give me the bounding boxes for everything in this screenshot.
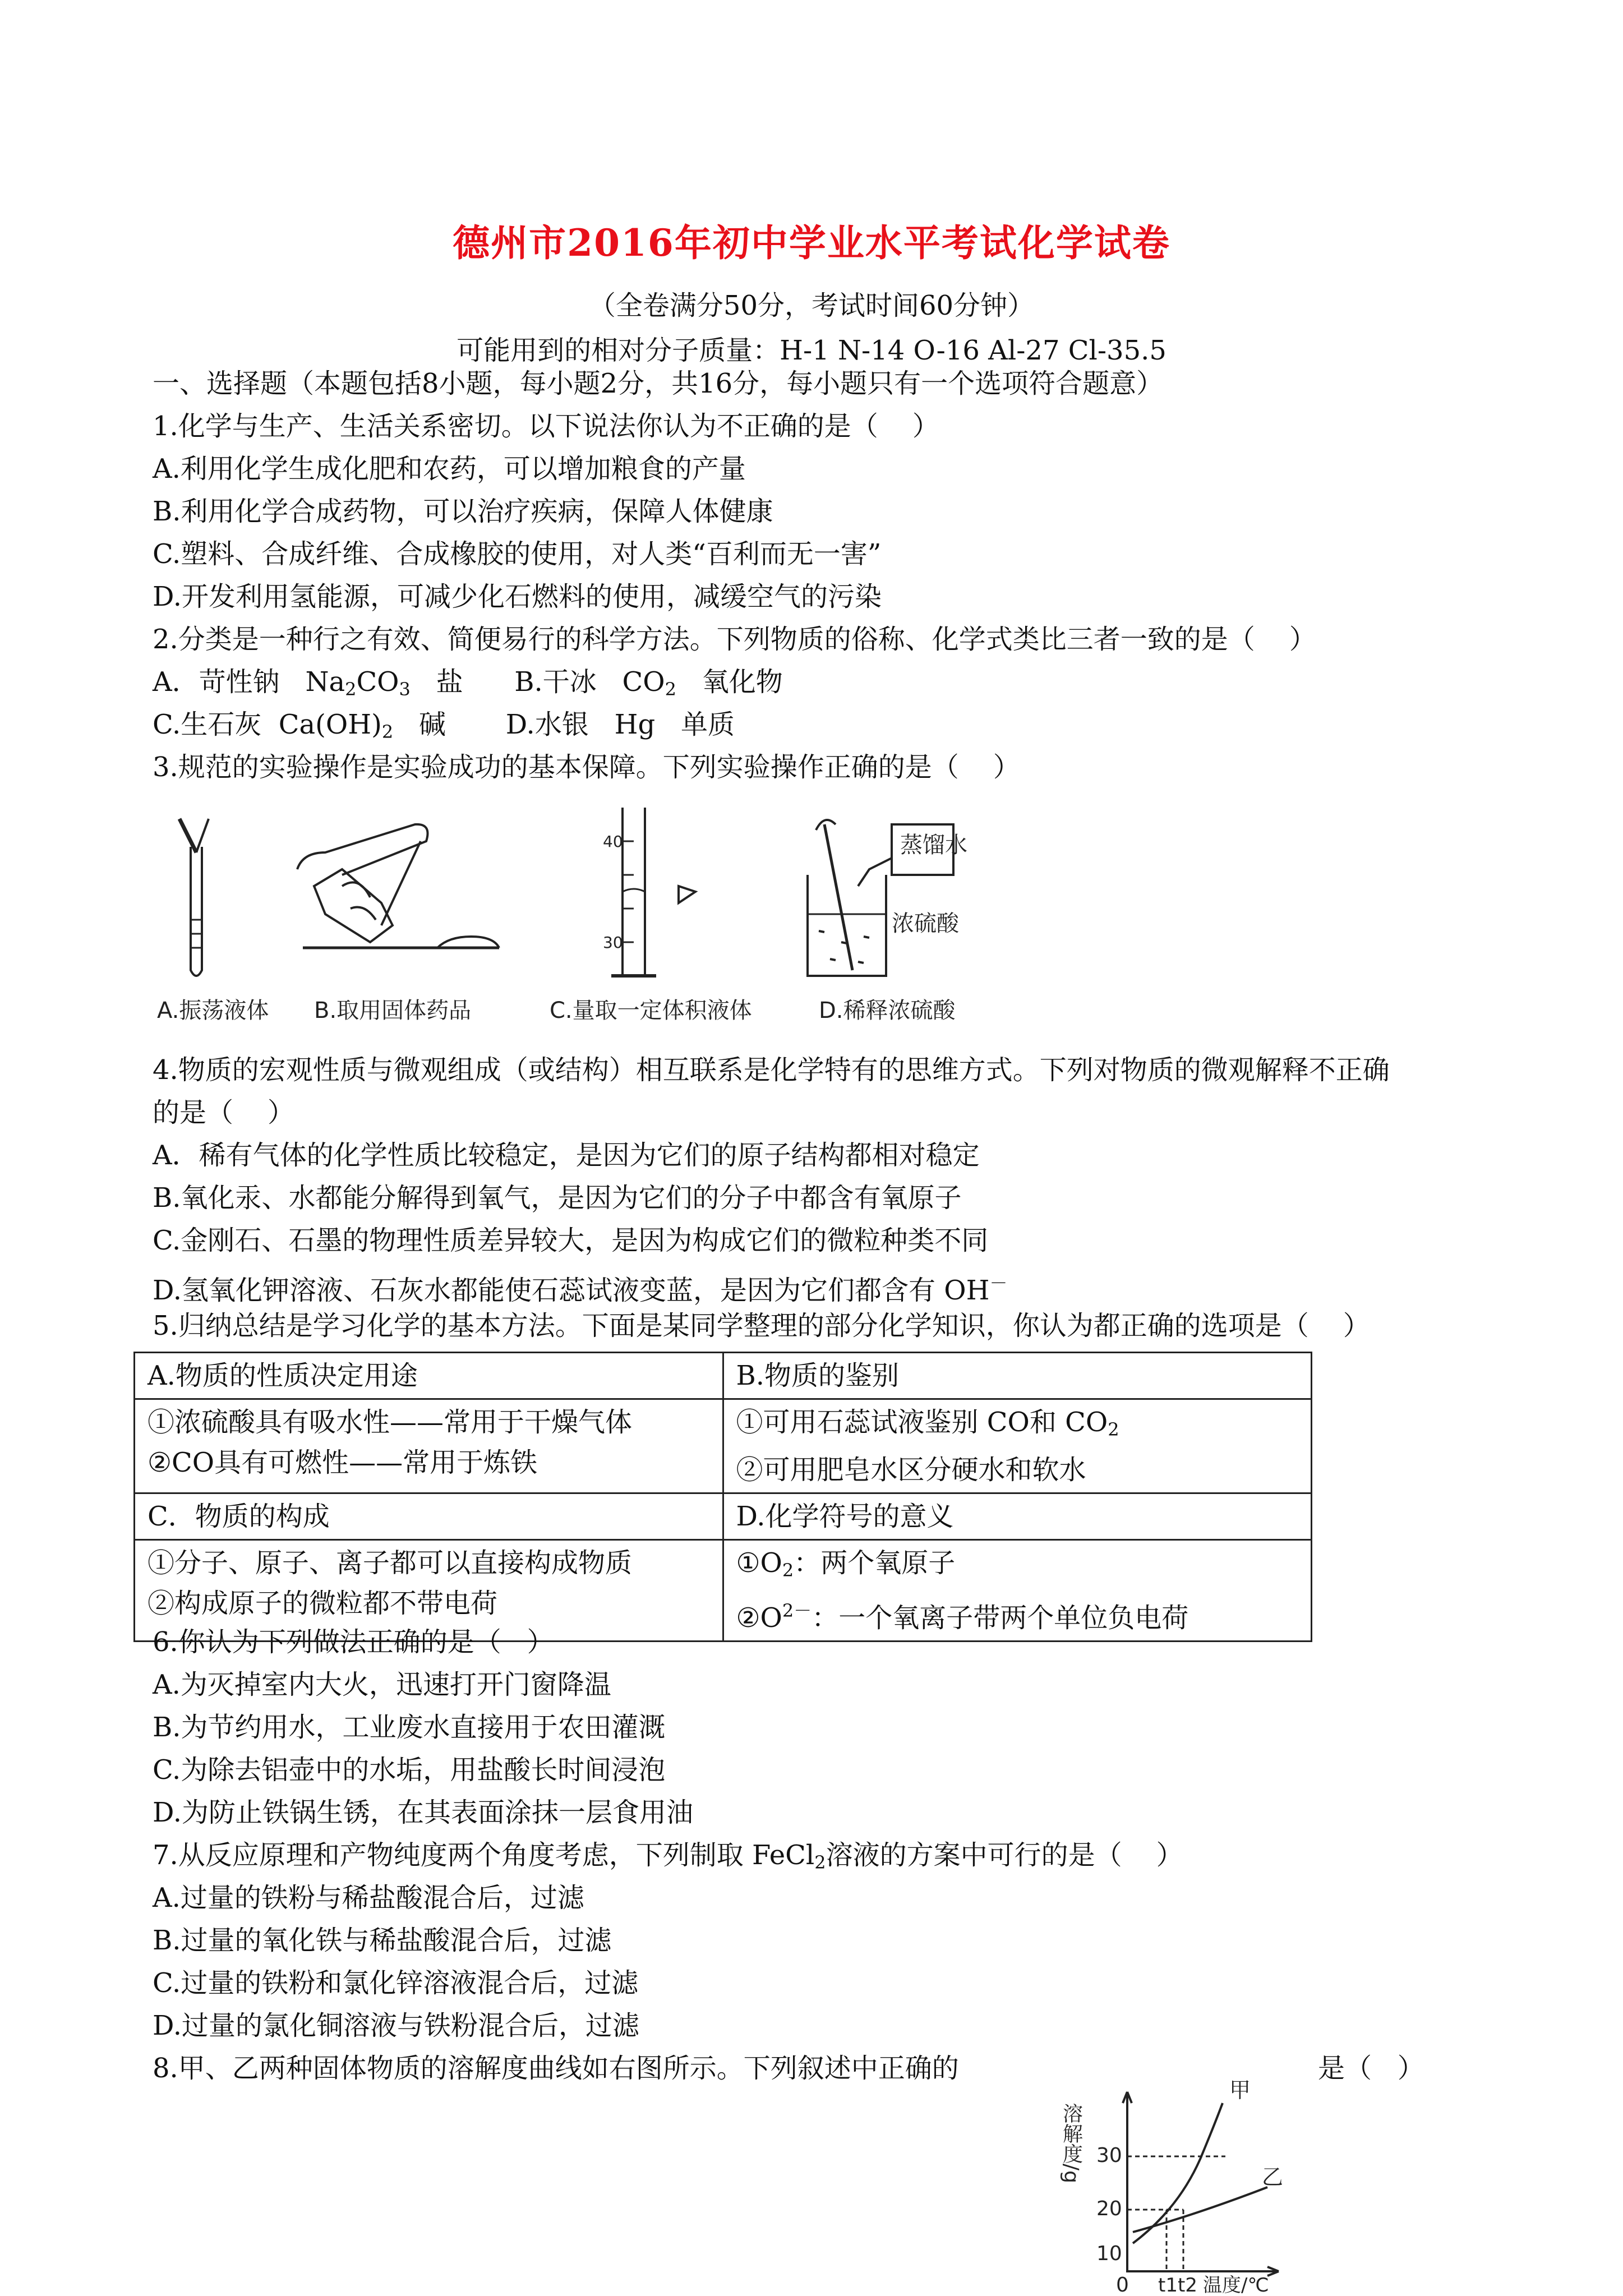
q5-a-head: A.物质的性质决定用途 (135, 1353, 723, 1399)
y-tick-10: 10 (1096, 2242, 1122, 2265)
question-4-option-d: D.氢氧化钾溶液、石灰水都能使石蕊试液变蓝，是因为它们都含有 OH－ (153, 1273, 1008, 1306)
question-5-table (133, 1352, 1312, 1642)
y-tick-30: 30 (1096, 2144, 1122, 2167)
x-axis-label: 温度/℃ (1203, 2274, 1269, 2294)
question-4-stem-line2: 的是（ ） (153, 1097, 295, 1128)
q5-c-items: ①分子、原子、离子都可以直接构成物质 ②构成原子的微粒都不带电荷 (135, 1540, 723, 1642)
figure-c-measuring-cylinder (603, 808, 695, 976)
q2-c-name: C.生石灰 (153, 709, 262, 740)
question-7-option-a: A.过量的铁粉与稀盐酸混合后，过滤 (153, 1882, 584, 1914)
q2-d-class: 单质 (680, 709, 735, 740)
label-conc-acid: 浓硫酸 (892, 911, 959, 937)
y-tick-20: 20 (1096, 2197, 1122, 2220)
question-2-options-ab (153, 665, 783, 706)
section-heading: 一、选择题（本题包括8小题，每小题2分，共16分，每小题只有一个选项符合题意） (153, 368, 1164, 399)
label-jia: 甲 (1229, 2078, 1251, 2103)
question-8-stem: 8.甲、乙两种固体物质的溶解度曲线如右图所示。下列叙述中正确的 (153, 2053, 959, 2084)
q2-d-formula: Hg (614, 709, 656, 740)
question-1-option-d: D.开发利用氢能源，可减少化石燃料的使用，减缓空气的污染 (153, 581, 882, 612)
question-1-option-b: B.利用化学合成药物，可以治疗疾病，保障人体健康 (153, 496, 773, 527)
solubility-graph (1054, 2069, 1290, 2296)
q2-a-formula: $Na_2CO_3$ (305, 666, 411, 700)
relative-masses: 可能用到的相对分子质量：H-1 N-14 O-16 Al-27 Cl-35.5 (457, 335, 1166, 366)
question-6-stem: 6.你认为下列做法正确的是（ ） (153, 1626, 554, 1658)
caption-b: B.取用固体药品 (314, 998, 472, 1021)
cylinder-tick-30: 30 (603, 933, 623, 952)
question-2-stem: 2.分类是一种行之有效、简便易行的科学方法。下列物质的俗称、化学式类比三者一致的是（ ） (153, 624, 1316, 655)
q2-a-name: A．苛性钠 (153, 666, 280, 698)
figure-d-dilute-acid (808, 820, 967, 976)
caption-d: D.稀释浓硫酸 (819, 998, 956, 1021)
caption-c: C.量取一定体积液体 (550, 998, 752, 1021)
graph-axes (1127, 2092, 1279, 2271)
experiment-figures (157, 808, 1032, 1023)
q2-b-formula: $CO_2$ (622, 666, 676, 700)
exam-title: 德州市2016年初中学业水平考试化学试卷 (453, 221, 1170, 265)
q5-a-items: ①浓硫酸具有吸水性——常用于干燥气体 ②CO具有可燃性——常用于炼铁 (135, 1399, 723, 1493)
question-7-option-d: D.过量的氯化铜溶液与铁粉混合后，过滤 (153, 2010, 640, 2041)
question-1-option-c: C.塑料、合成纤维、合成橡胶的使用，对人类“百利而无一害” (153, 538, 882, 570)
q5-b-items: ①可用石蕊试液鉴别 CO和 $CO_2$ ②可用肥皂水区分硬水和软水 (723, 1399, 1312, 1493)
question-6-option-a: A.为灭掉室内大火，迅速打开门窗降温 (153, 1669, 611, 1700)
question-7-option-b: B.过量的氧化铁与稀盐酸混合后，过滤 (153, 1925, 612, 1956)
label-yi: 乙 (1262, 2165, 1284, 2189)
question-4-option-b: B.氧化汞、水都能分解得到氧气，是因为它们的分子中都含有氧原子 (153, 1182, 962, 1214)
question-7-option-c: C.过量的铁粉和氯化锌溶液混合后，过滤 (153, 1967, 639, 1999)
caption-a: A.振荡液体 (157, 998, 269, 1021)
q2-b-class: 氧化物 (702, 666, 783, 698)
exam-subtitle: （全卷满分50分，考试时间60分钟） (588, 290, 1035, 321)
curve-jia (1133, 2103, 1223, 2243)
question-4-option-c: C.金刚石、石墨的物理性质差异较大，是因为构成它们的微粒种类不同 (153, 1225, 989, 1256)
q2-c-class: 碱 (418, 709, 446, 740)
q5-d-head: D.化学符号的意义 (723, 1493, 1312, 1540)
question-4-option-a: A．稀有气体的化学性质比较稳定，是因为它们的原子结构都相对稳定 (153, 1140, 980, 1171)
question-4-stem-line1: 4.物质的宏观性质与微观组成（或结构）相互联系是化学特有的思维方式。下列对物质的微观解释不正确 (153, 1054, 1390, 1086)
question-3-stem: 3.规范的实验操作是实验成功的基本保障。下列实验操作正确的是（ ） (153, 751, 1020, 783)
x-origin: 0 (1116, 2274, 1129, 2294)
q5-d-items: $①O_2$：两个氧原子 $②O^{2-}$：一个氧离子带两个单位负电荷 (723, 1540, 1312, 1642)
question-7-stem: 7.从反应原理和产物纯度两个角度考虑，下列制取 FeCl$_2$溶液的方案中可行的是（ ） (153, 1839, 1183, 1873)
question-6-option-d: D.为防止铁锅生锈，在其表面涂抹一层食用油 (153, 1797, 694, 1828)
label-distilled-water: 蒸馏水 (900, 832, 967, 858)
question-5-stem: 5.归纳总结是学习化学的基本方法。下面是某同学整理的部分化学知识，你认为都正确的选项是（ ） (153, 1310, 1370, 1341)
question-6-option-c: C.为除去铝壶中的水垢，用盐酸长时间浸泡 (153, 1754, 666, 1786)
question-1-stem: 1.化学与生产、生活关系密切。以下说法你认为不正确的是（ ） (153, 411, 939, 442)
question-8-stem-end: 是（ ） (1318, 2053, 1424, 2084)
q2-d-name: D.水银 (505, 709, 589, 740)
question-6-option-b: B.为节约用水，工业废水直接用于农田灌溉 (153, 1712, 666, 1743)
experiment-figures-svg (157, 808, 1032, 1021)
x-tick-t1: t1 (1158, 2274, 1178, 2294)
q2-c-formula: $Ca(OH)_2$ (278, 709, 394, 743)
q5-c-head: C．物质的构成 (135, 1493, 723, 1540)
figure-a-shake-tube (179, 819, 209, 976)
question-2-options-cd (153, 708, 735, 749)
q2-a-class: 盐 (436, 666, 463, 698)
q5-b-head: B.物质的鉴别 (723, 1353, 1312, 1399)
x-tick-t2: t2 (1178, 2274, 1197, 2294)
question-1-option-a: A.利用化学生成化肥和农药，可以增加粮食的产量 (153, 453, 746, 485)
y-axis-label: 溶解度/g (1059, 2103, 1083, 2183)
solubility-graph-svg (1054, 2069, 1290, 2294)
figure-b-solid-reagent (297, 824, 499, 948)
q2-b-name: B.干冰 (514, 666, 597, 698)
cylinder-tick-40: 40 (603, 832, 623, 851)
